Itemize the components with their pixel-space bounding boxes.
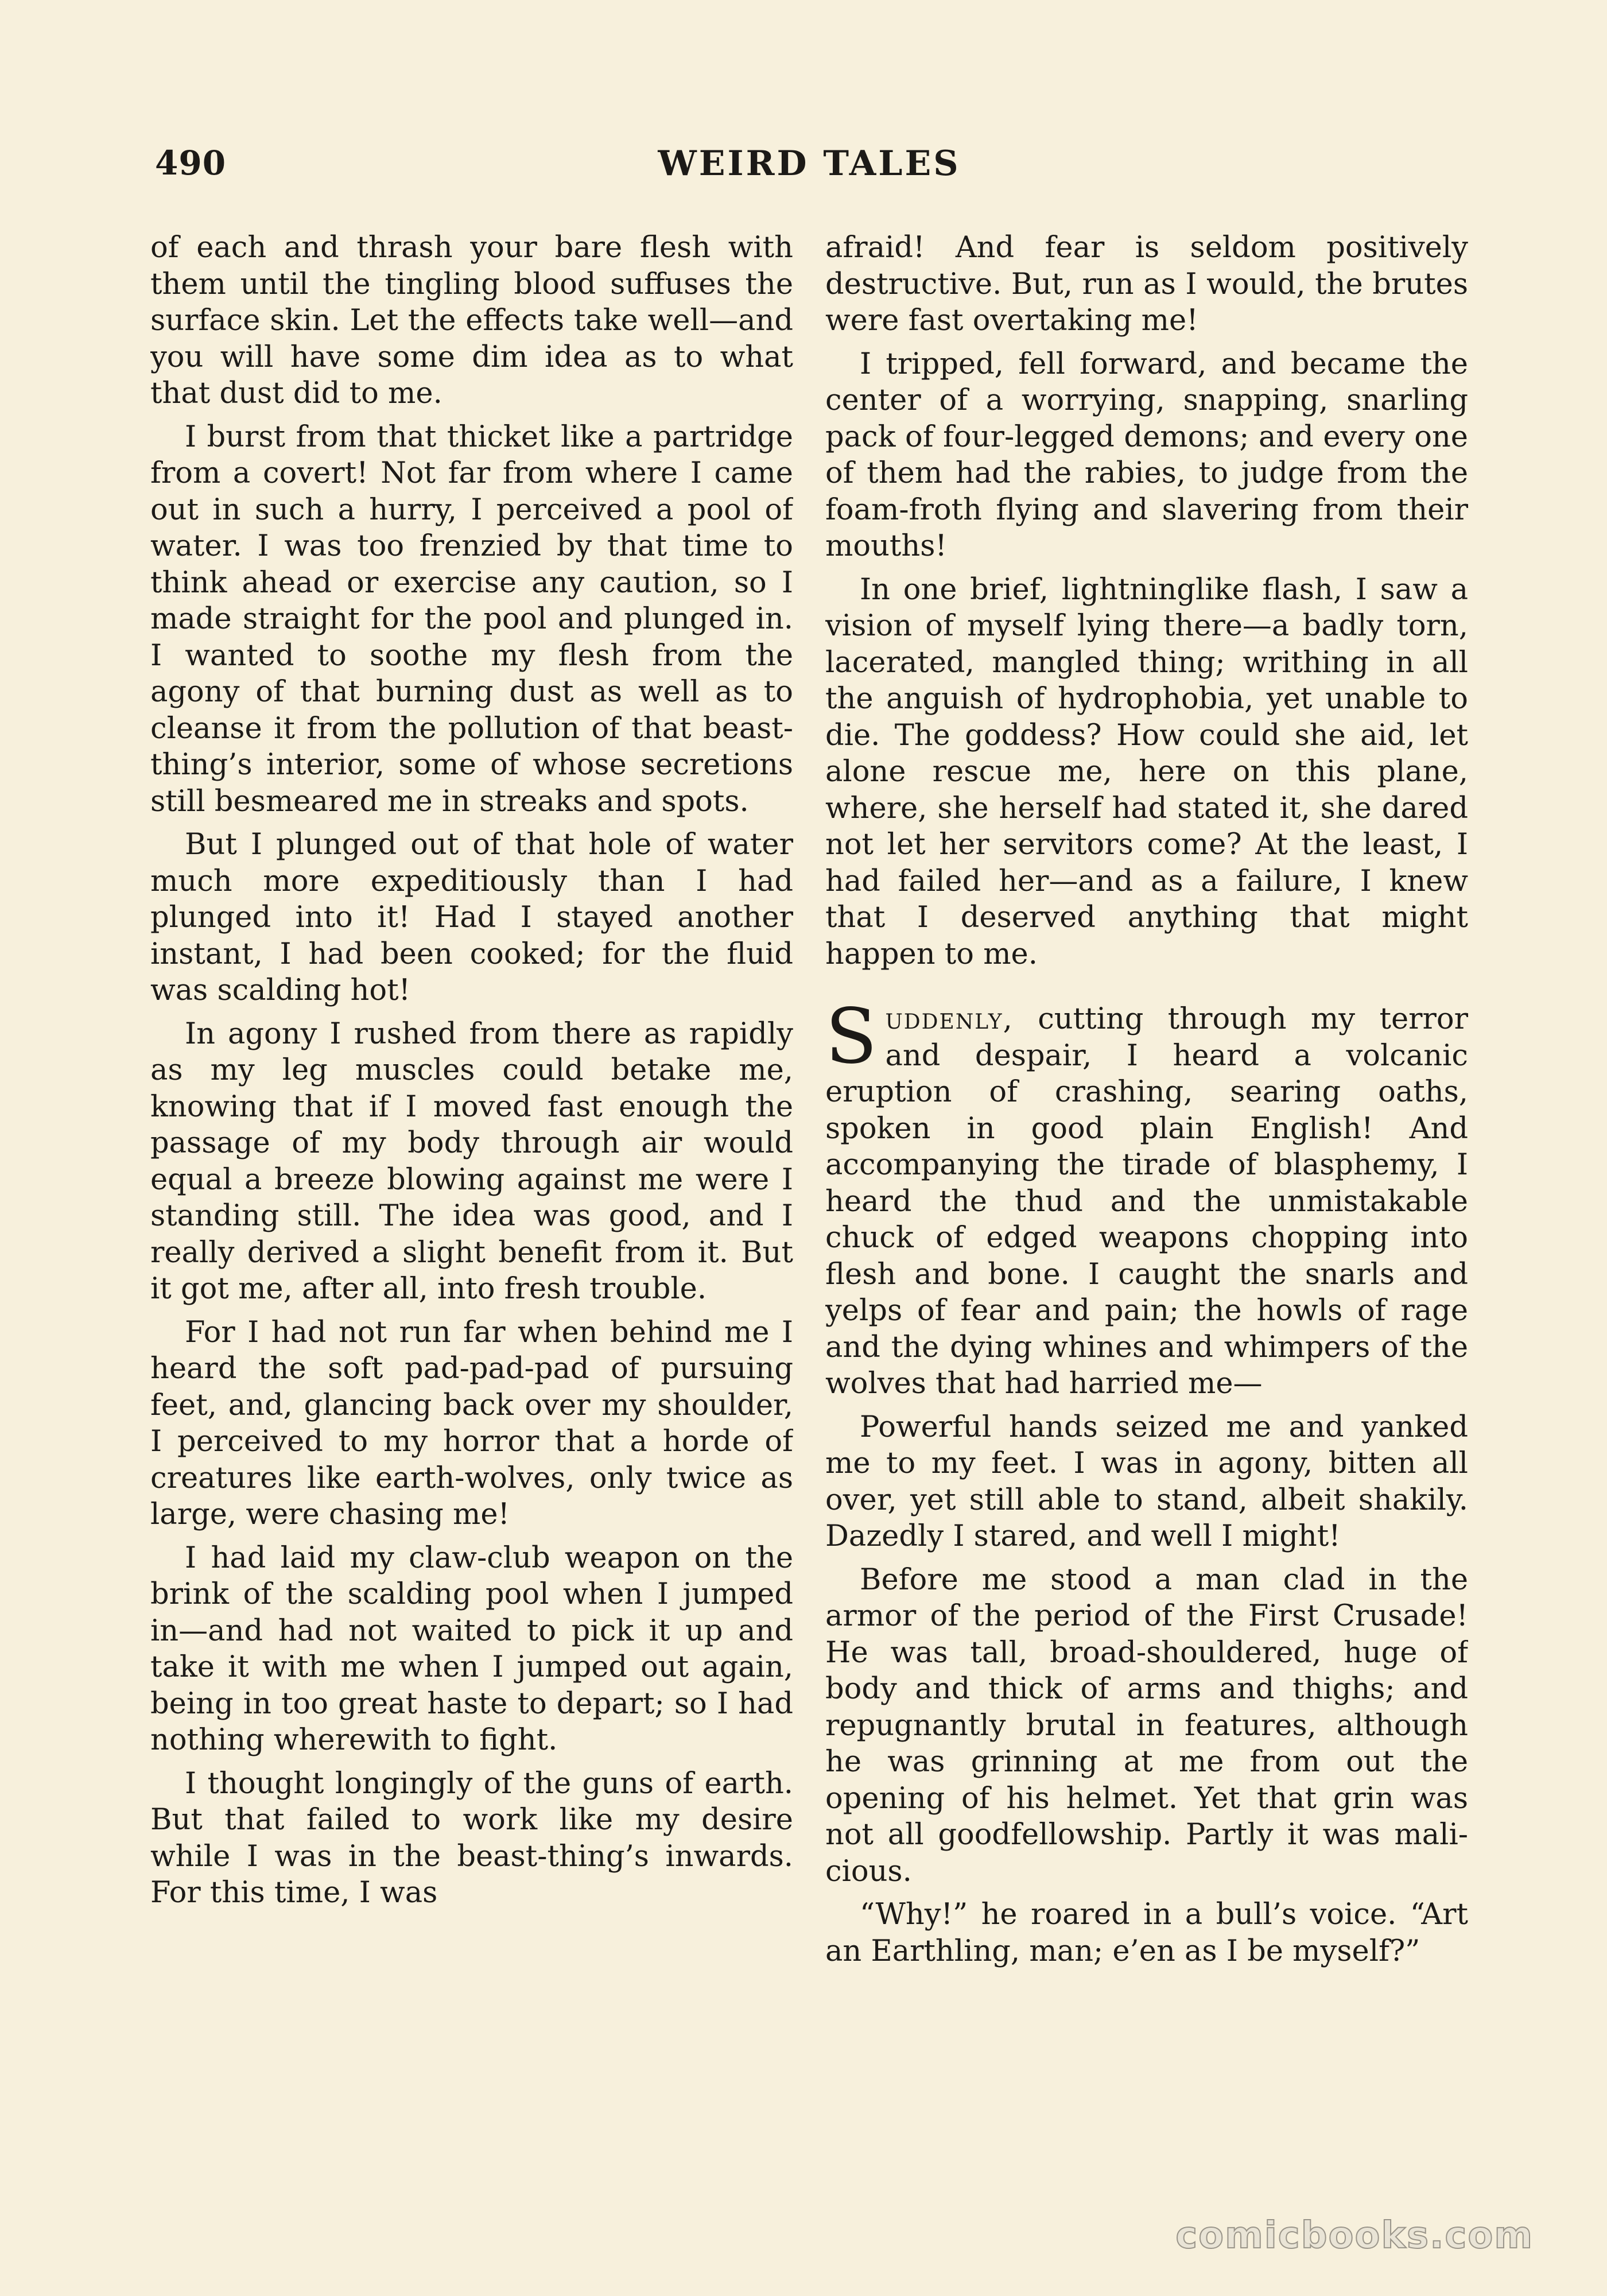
paragraph: For I had not run far when behind me I heard the soft pad-pad-pad of pursuing feet, and, glancing back over my shoulder, I perceived to my horror that a horde of creatures like earth-wolves, only twice as large, were chasing me! <box>150 1315 793 1531</box>
paragraph: of each and thrash your bare flesh with them until the tingling blood suffuses the surface skin. Let the effects take well—and you will have some dim idea as to what that dust did to me. <box>150 231 793 410</box>
right-column <box>825 230 1468 2158</box>
page-header <box>155 144 1464 195</box>
running-head: WEIRD TALES <box>658 144 961 184</box>
page-number: 490 <box>155 144 227 183</box>
paragraph-text: cutting through my terror and despair, I heard a volcanic eruption of crashing, searing oaths, spoken in good plain English! And accompanying the tirade of blasphemy, I heard the thud and the unmistakable chuck of edged weapons chopping into flesh and bone. I caught the snarls and yelps of fear and pain; the howls of rage and the dying whines and whimpers of the wolves that had harried me— <box>825 1002 1468 1401</box>
paragraph: I burst from that thicket like a partridge from a covert! Not far from where I came out in such a hurry, I perceived a pool of water. I was too frenzied by that time to think ahead or exercise any caution, so I made straight for the pool and plunged in. I wanted to soothe my flesh from the agony of that burning dust as well as to cleanse it from the pollution of that beast-thing’s interior, some of whose secretions still besmeared me in streaks and spots. <box>150 420 793 819</box>
watermark-logo: comicbooks.com <box>1175 2214 1534 2257</box>
paragraph: I thought longingly of the guns of earth. But that failed to work like my desire while I was in the beast-thing’s inwards. For this time, I was <box>150 1766 793 1910</box>
paragraph: “Why!” he roared in a bull’s voice. “Art an Earthling, man; e’en as I be myself?” <box>825 1898 1468 1968</box>
paragraph: But I plunged out of that hole of water much more expeditiously than I had plunged into it! Had I stayed another instant, I had been cooked; for the fluid was scalding hot! <box>150 828 793 1007</box>
paragraph: In agony I rushed from there as rapidly as my leg muscles could betake me, knowing that if I moved fast enough the passage of my body through air would equal a breeze blowing against me were I standing still. The idea was good, and I really derived a slight benefit from it. But it got me, after all, into fresh trouble. <box>150 1017 793 1306</box>
paragraph: Powerful hands seized me and yanked me to my feet. I was in agony, bitten all over, yet still able to stand, albeit shakily. Dazedly I stared, and well I might! <box>825 1410 1468 1553</box>
paragraph: I tripped, fell forward, and became the center of a worrying, snapping, snarling pack of four-legged demons; and every one of them had the rabies, to judge from the foam-froth flying and slavering from their mouths! <box>825 347 1468 563</box>
paragraph: I had laid my claw-club weapon on the brink of the scalding pool when I jumped in—and had not waited to pick it up and take it with me when I jumped out again, being in too great haste to depart; so I had nothing wherewith to fight. <box>150 1541 793 1757</box>
drop-cap: S <box>825 992 878 1081</box>
paragraph: In one brief, lightninglike flash, I saw a vision of myself lying there—a badly torn, lacerated, mangled thing; writhing in all the anguish of hydrophobia, yet unable to die. The goddess? How could she aid, let alone rescue me, here on this plane, where, she herself had stated it, she dared not let her servitors come? At the least, I had failed her—and as a failure, I knew that I deserved anything that might happen to me. <box>825 572 1468 971</box>
section-opening-paragraph <box>825 992 1468 1402</box>
left-column <box>150 230 793 2158</box>
paragraph: Before me stood a man clad in the armor of the period of the First Crusade! He was tall, broad-shouldered, huge of body and thick of arms and thighs; and repugnantly brutal in features, although he was grinning at me from out the opening of his helmet. Yet that grin was not all goodfellowship. Partly it was malicious. <box>825 1562 1468 1888</box>
lead-in-smallcaps: uddenly, <box>885 1002 1014 1036</box>
paragraph: afraid! And fear is seldom positively destructive. But, run as I would, the brutes were fast overtaking me! <box>825 231 1468 338</box>
